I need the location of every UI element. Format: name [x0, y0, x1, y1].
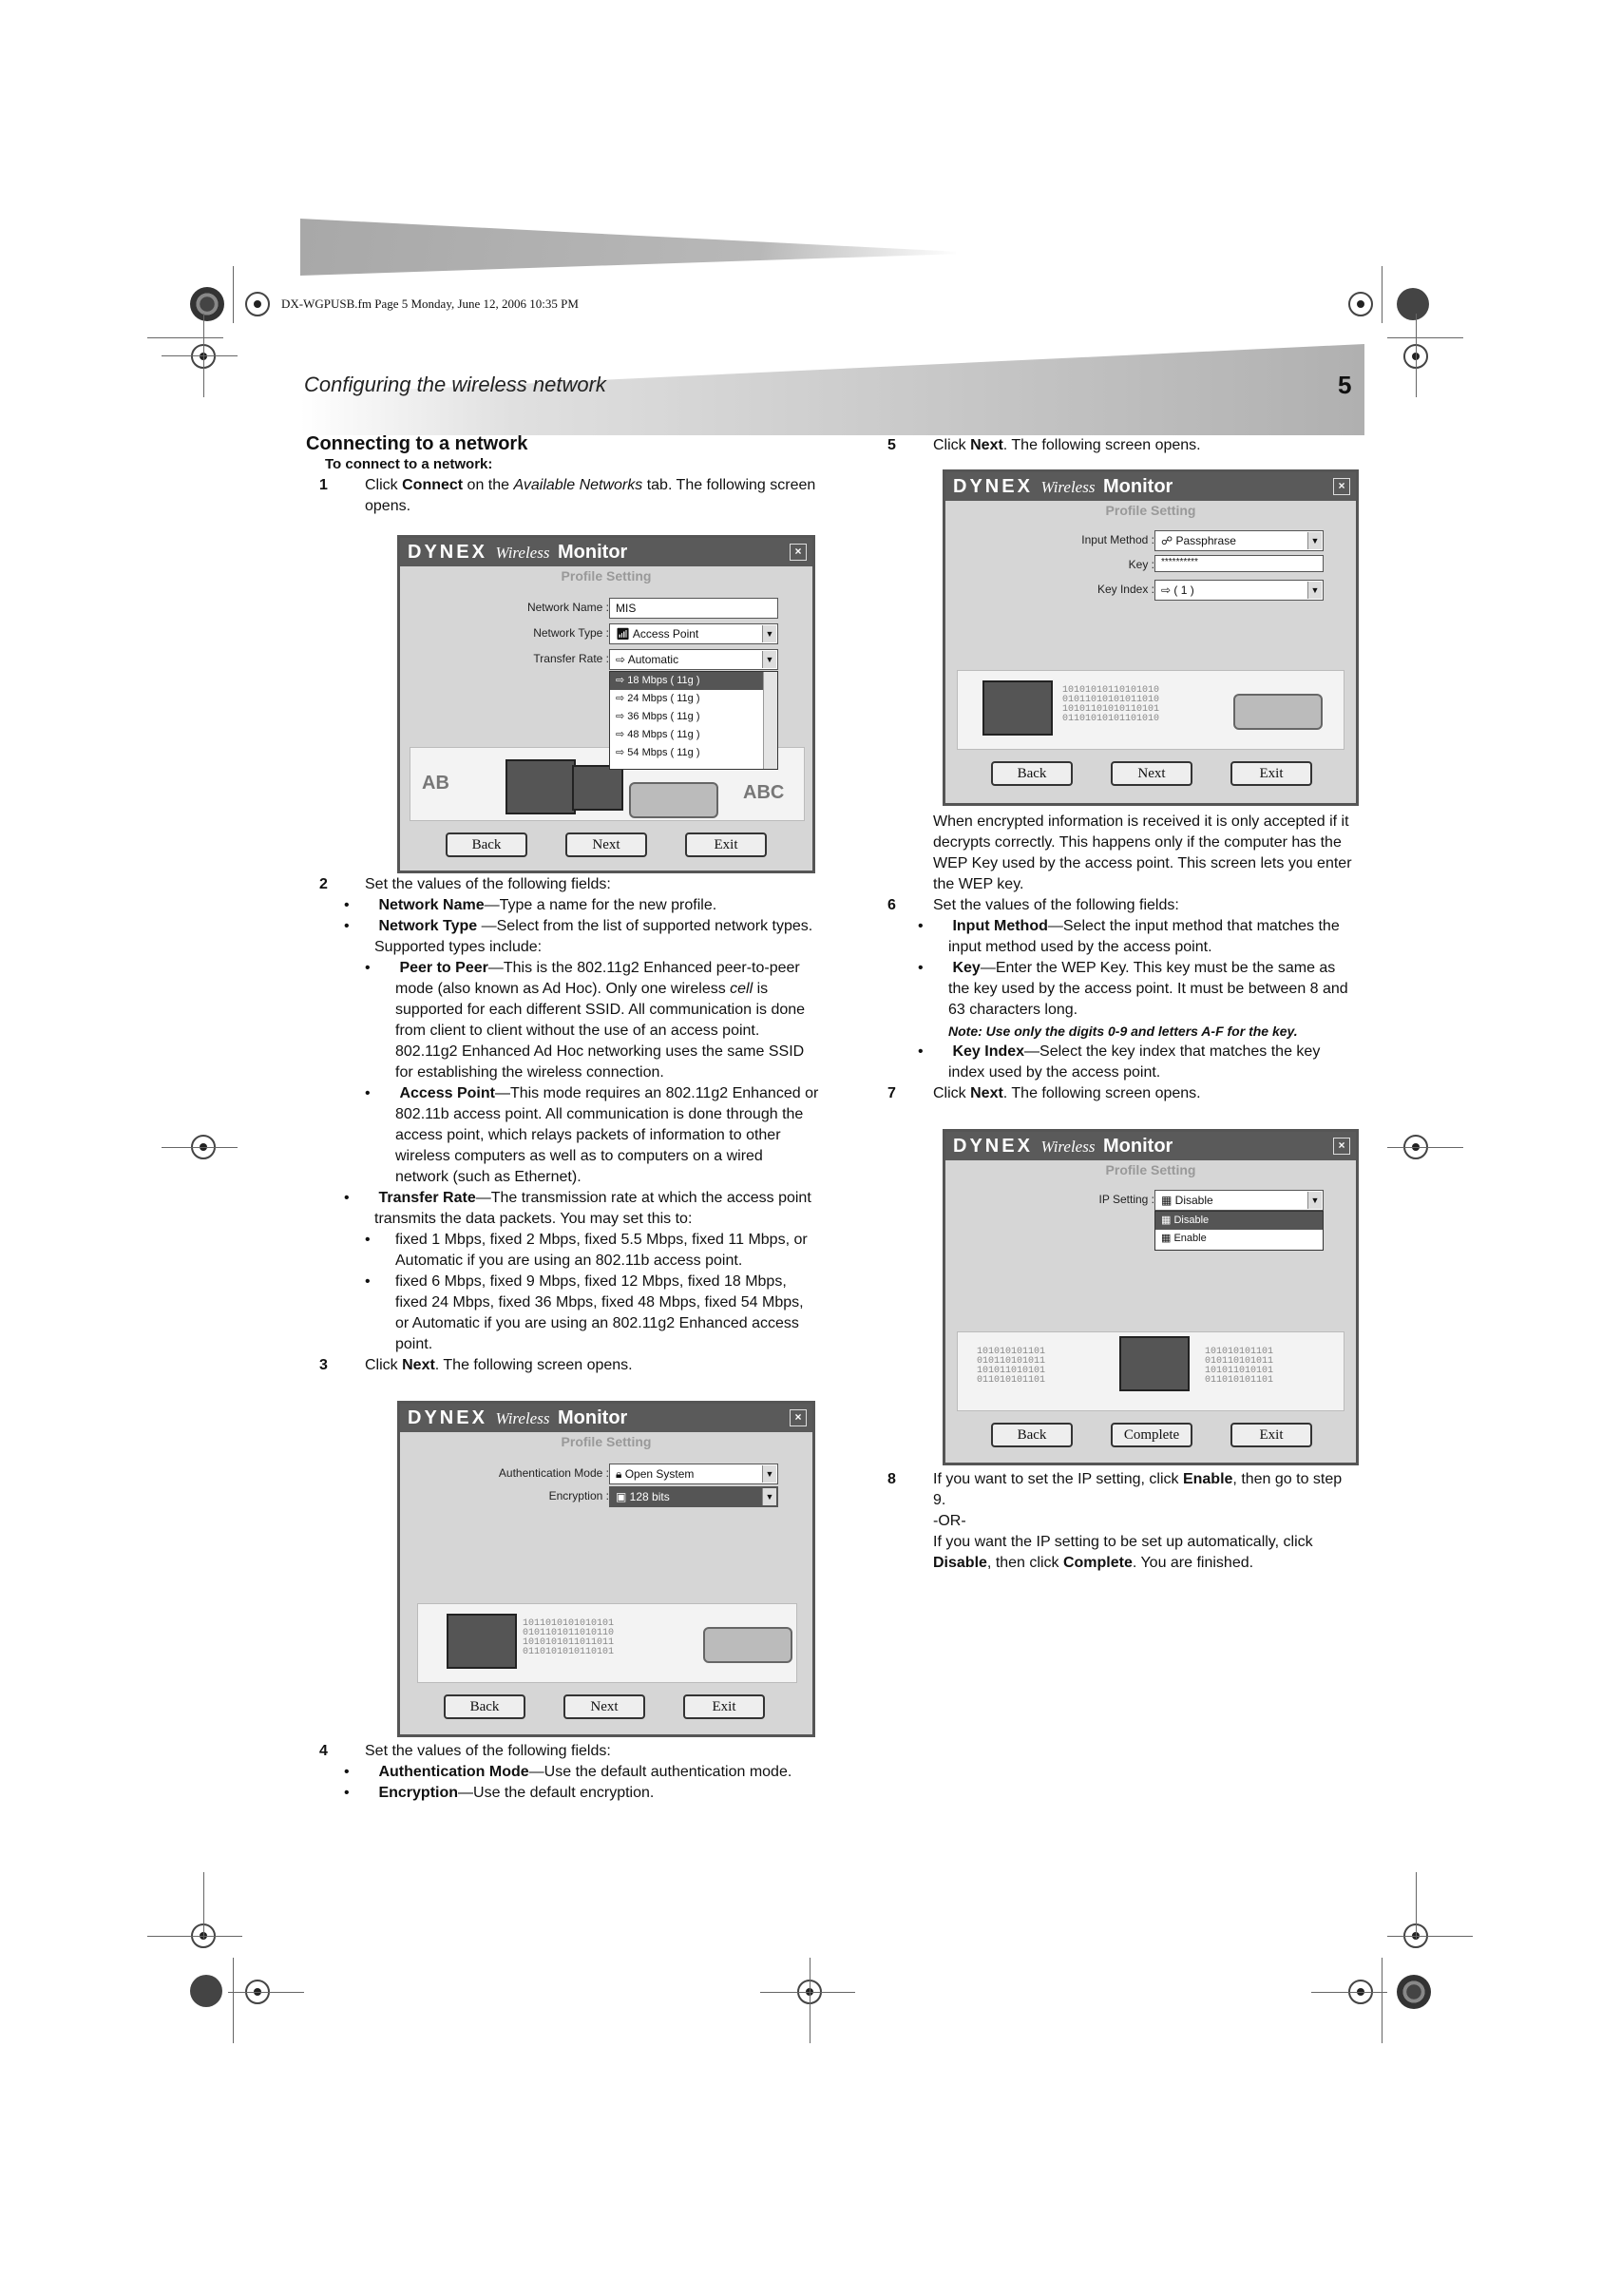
right-column	[887, 435, 1357, 456]
ip-setting-select[interactable]: ▦ Disable ▼	[1154, 1190, 1324, 1211]
next-button[interactable]: Next	[1111, 761, 1192, 786]
bullet-encryption: • Encryption—Use the default encryption.	[374, 1783, 819, 1804]
step-2: 2 Set the values of the following fields:	[365, 874, 819, 895]
step-1: 1 Click Connect on the Available Networks tab. The following screen opens.	[319, 477, 816, 514]
rate-option[interactable]: ⇨ 18 Mbps ( 11g )	[610, 672, 777, 690]
dialog-subtitle: Profile Setting	[1105, 503, 1196, 518]
encryption-illustration	[957, 670, 1344, 750]
transfer-rate-dropdown-list[interactable]	[609, 671, 778, 770]
ip-option[interactable]: ▦ Enable	[1161, 1233, 1207, 1244]
back-button[interactable]: Back	[446, 832, 527, 857]
left-column-continued	[306, 874, 819, 1376]
auth-mode-label: Authentication Mode :	[498, 1466, 609, 1480]
procedure-heading: To connect to a network:	[325, 456, 493, 472]
rate-arrow-icon: ⇨	[1161, 584, 1174, 597]
page-number: 5	[1338, 371, 1352, 399]
step-6: 6 Set the values of the following fields:	[933, 895, 1357, 916]
key-index-label: Key Index :	[1097, 583, 1154, 596]
next-button[interactable]: Next	[565, 832, 647, 857]
step-number: 2	[319, 876, 328, 892]
network-icon: ▦	[1161, 1233, 1174, 1244]
crop-line	[1387, 337, 1463, 338]
key-input[interactable]: **********	[1154, 555, 1324, 572]
crop-line	[1416, 314, 1417, 397]
left-column	[306, 433, 819, 517]
step-8: 8 If you want to set the IP setting, click Enable, then go to step 9.	[887, 1471, 1343, 1508]
step-number: 3	[319, 1357, 328, 1373]
profile-setting-dialog	[397, 535, 815, 873]
key-label: Key :	[1128, 558, 1154, 571]
crop-line	[147, 1936, 242, 1937]
binary-stream-art: 1011010101010101 0101101011010110 1010101011011011 0110101010110101	[523, 1618, 615, 1657]
network-icon: ▦	[1161, 1194, 1175, 1207]
ip-setting-dialog	[943, 1129, 1359, 1465]
lock-icon: 🔒︎	[616, 1467, 625, 1481]
registration-mark-icon	[1397, 1975, 1431, 2009]
chevron-down-icon: ▼	[1307, 532, 1322, 549]
crosshair-mark-icon	[245, 292, 270, 316]
binary-stream-art: 101010101101 010110101011 101011010101 011010101101	[977, 1347, 1046, 1386]
bullet-network-name: • Network Name—Type a name for the new profile.	[374, 895, 819, 916]
step-8-alternative: If you want the IP setting to be set up automatically, click Disable, then click Complete. You are finished.	[933, 1534, 1313, 1571]
bullet-rate-11g: • fixed 6 Mbps, fixed 9 Mbps, fixed 12 Mbps, fixed 18 Mbps, fixed 24 Mbps, fixed 36 Mbps, fixed 48 Mbps, fixed 54 Mbps, or Automatic if you are using an 802.11g2 Enhanced access point.	[395, 1272, 819, 1355]
art-label-left: AB	[422, 773, 449, 794]
back-button[interactable]: Back	[991, 761, 1073, 786]
dialog-subtitle: Profile Setting	[1105, 1162, 1196, 1177]
bullet-rate-11b: • fixed 1 Mbps, fixed 2 Mbps, fixed 5.5 Mbps, fixed 11 Mbps, or Automatic if you are using an 802.11b access point.	[395, 1230, 819, 1272]
ip-setting-dropdown-list[interactable]	[1154, 1211, 1324, 1251]
antenna-icon: 📶︎	[616, 627, 633, 641]
crop-line	[147, 337, 223, 338]
key-index-select[interactable]: ⇨ ( 1 ) ▼	[1154, 580, 1324, 601]
crop-line	[1387, 1936, 1473, 1937]
registration-dot-icon	[190, 1975, 222, 2007]
network-name-label: Network Name :	[526, 601, 609, 614]
crop-line	[162, 1147, 238, 1148]
registration-dot-icon	[1397, 288, 1429, 320]
dialog-title-bar: DYNEX Wireless Monitor ×	[945, 472, 1356, 501]
next-button[interactable]: Next	[563, 1694, 645, 1719]
crop-line	[233, 266, 234, 323]
input-method-label: Input Method :	[1081, 533, 1154, 546]
router-icon	[629, 782, 718, 818]
crop-line	[162, 355, 238, 356]
ip-setting-label: IP Setting :	[1098, 1193, 1154, 1206]
laptop-icon	[505, 759, 576, 814]
chevron-down-icon: ▼	[762, 1488, 776, 1505]
network-type-label: Network Type :	[533, 626, 609, 640]
close-icon[interactable]: ×	[790, 1409, 807, 1426]
crop-line	[1382, 266, 1383, 323]
encryption-label: Encryption :	[548, 1489, 609, 1502]
laptop-icon	[982, 680, 1053, 736]
or-separator: -OR-	[933, 1513, 966, 1529]
rate-arrow-icon: ⇨	[616, 729, 628, 740]
rate-option[interactable]: ⇨ 48 Mbps ( 11g )	[616, 729, 700, 740]
section-title: Configuring the wireless network	[304, 373, 606, 396]
art-label-right: ABC	[743, 782, 785, 803]
bullet-input-method: • Input Method—Select the input method that matches the input method used by the access point.	[933, 916, 1357, 958]
ip-option[interactable]: ▦ Disable	[1155, 1212, 1323, 1230]
step-number: 6	[887, 897, 896, 913]
crop-line	[1416, 1872, 1417, 1939]
dialog-subtitle: Profile Setting	[561, 568, 652, 584]
step-number: 4	[319, 1743, 328, 1759]
auth-mode-select[interactable]: 🔒︎ Open System ▼	[609, 1464, 778, 1484]
crop-line	[1311, 1992, 1387, 1993]
registration-mark-icon	[190, 287, 224, 321]
file-info-slug: DX-WGPUSB.fm Page 5 Monday, June 12, 2006 10:35 PM	[281, 297, 579, 311]
step-7: 7 Click Next. The following screen opens.	[933, 1083, 1357, 1104]
section-heading: Connecting to a network	[306, 433, 528, 454]
laptop-icon	[1119, 1336, 1190, 1391]
encryption-illustration	[417, 1603, 797, 1683]
rate-arrow-icon: ⇨	[616, 653, 628, 666]
rate-arrow-icon: ⇨	[616, 693, 628, 704]
step-number: 5	[887, 437, 896, 453]
chevron-down-icon: ▼	[762, 651, 776, 668]
network-icon: ▦	[1161, 1215, 1174, 1226]
wep-paragraph: When encrypted information is received it is only accepted if it decrypts correctly. This happens only if the computer has the WEP Key used by the access point. This screen lets you enter the WEP key.	[933, 813, 1352, 892]
bullet-key: • Key—Enter the WEP Key. This key must be the same as the key used by the access point. It must be between 8 and 63 characters long.	[933, 958, 1357, 1021]
dialog-title-bar: DYNEX Wireless Monitor ×	[400, 1404, 812, 1432]
crop-line	[1382, 1958, 1383, 2043]
wep-key-dialog	[943, 469, 1359, 806]
dialog-title-bar: DYNEX Wireless Monitor ×	[400, 538, 812, 566]
network-name-input[interactable]: MIS	[609, 598, 778, 619]
step-number: 8	[887, 1471, 896, 1487]
crop-line	[203, 314, 204, 397]
scrollbar[interactable]	[763, 672, 777, 769]
exit-button[interactable]: Exit	[1230, 1423, 1312, 1447]
encryption-select[interactable]: ▣ 128 bits ▼	[609, 1486, 778, 1507]
crop-line	[760, 1992, 855, 1993]
chevron-down-icon: ▼	[1307, 582, 1322, 599]
transfer-rate-select[interactable]: ⇨ Automatic ▼	[609, 649, 778, 670]
network-illustration	[957, 1331, 1344, 1411]
rate-option[interactable]: ⇨ 54 Mbps ( 11g )	[616, 747, 700, 758]
rate-arrow-icon: ⇨	[616, 711, 628, 722]
bullet-peer-to-peer: • Peer to Peer—This is the 802.11g2 Enhanced peer-to-peer mode (also known as Ad Hoc). Only one wireless cell is supported for each different SSID. All communication is done from client to client without the use of an access point. 802.11g2 Enhanced Ad Hoc networking uses the same SSID for establishing the wireless connection.	[395, 958, 819, 1083]
exit-button[interactable]: Exit	[1230, 761, 1312, 786]
exit-button[interactable]: Exit	[683, 1694, 765, 1719]
input-method-select[interactable]: ☍ Passphrase ▼	[1154, 530, 1324, 551]
dialog-subtitle: Profile Setting	[561, 1434, 652, 1449]
passphrase-icon: ☍	[1161, 534, 1176, 547]
back-button[interactable]: Back	[991, 1423, 1073, 1447]
dialog-title-bar: DYNEX Wireless Monitor ×	[945, 1132, 1356, 1160]
binary-stream-art: 10101010110101010 01011010101011010 10101101010110101 01101010101101010	[1062, 685, 1160, 724]
rate-option[interactable]: ⇨ 24 Mbps ( 11g )	[616, 693, 700, 704]
step-number: 7	[887, 1085, 896, 1101]
close-icon[interactable]: ×	[1333, 1138, 1350, 1155]
step-3: 3 Click Next. The following screen opens.	[365, 1355, 819, 1376]
bullet-network-type: • Network Type —Select from the list of supported network types. Supported types include:	[374, 916, 819, 958]
key-icon: ▣	[616, 1490, 630, 1503]
laptop-icon	[447, 1614, 517, 1669]
step-5: 5 Click Next. The following screen opens.	[933, 435, 1357, 456]
binary-stream-art: 101010101101 010110101011 101011010101 011010101101	[1205, 1347, 1274, 1386]
back-button[interactable]: Back	[444, 1694, 525, 1719]
crop-line	[1387, 1147, 1463, 1148]
exit-button[interactable]: Exit	[685, 832, 767, 857]
bullet-key-index: • Key Index—Select the key index that matches the key index used by the access point.	[933, 1042, 1357, 1083]
chevron-down-icon: ▼	[762, 1465, 776, 1483]
step-4: 4 Set the values of the following fields:	[365, 1741, 819, 1762]
header-gray-band	[300, 219, 956, 276]
close-icon[interactable]: ×	[1333, 478, 1350, 495]
bullet-access-point: • Access Point—This mode requires an 802.11g2 Enhanced or 802.11b access point. All communication is done through the access point, which relays packets of information to other wireless computers as well as to computers on a wired network (such as Ethernet).	[395, 1083, 819, 1188]
crosshair-mark-icon	[1348, 292, 1373, 316]
transfer-rate-label: Transfer Rate :	[533, 652, 609, 665]
crop-line	[233, 1958, 234, 2043]
rate-arrow-icon: ⇨	[616, 675, 628, 686]
router-icon	[1233, 694, 1323, 730]
router-icon	[703, 1627, 792, 1663]
laptop-icon	[572, 765, 623, 811]
right-column-end	[887, 1469, 1357, 1574]
bullet-auth-mode: • Authentication Mode—Use the default authentication mode.	[374, 1762, 819, 1783]
left-column-end	[306, 1741, 819, 1804]
complete-button[interactable]: Complete	[1111, 1423, 1192, 1447]
crop-line	[203, 1872, 204, 1939]
rate-option[interactable]: ⇨ 36 Mbps ( 11g )	[616, 711, 700, 722]
rate-arrow-icon: ⇨	[616, 747, 628, 758]
security-setting-dialog	[397, 1401, 815, 1737]
chevron-down-icon: ▼	[762, 625, 776, 642]
note-text: Note: Use only the digits 0-9 and letters A-F for the key.	[948, 1024, 1298, 1039]
chevron-down-icon: ▼	[1307, 1192, 1322, 1209]
network-type-select[interactable]: 📶︎ Access Point ▼	[609, 623, 778, 644]
right-column-middle	[887, 812, 1357, 1104]
bullet-transfer-rate: • Transfer Rate—The transmission rate at which the access point transmits the data packets. You may set this to:	[374, 1188, 819, 1230]
crop-line	[228, 1992, 304, 1993]
step-number: 1	[319, 477, 328, 493]
close-icon[interactable]: ×	[790, 544, 807, 561]
